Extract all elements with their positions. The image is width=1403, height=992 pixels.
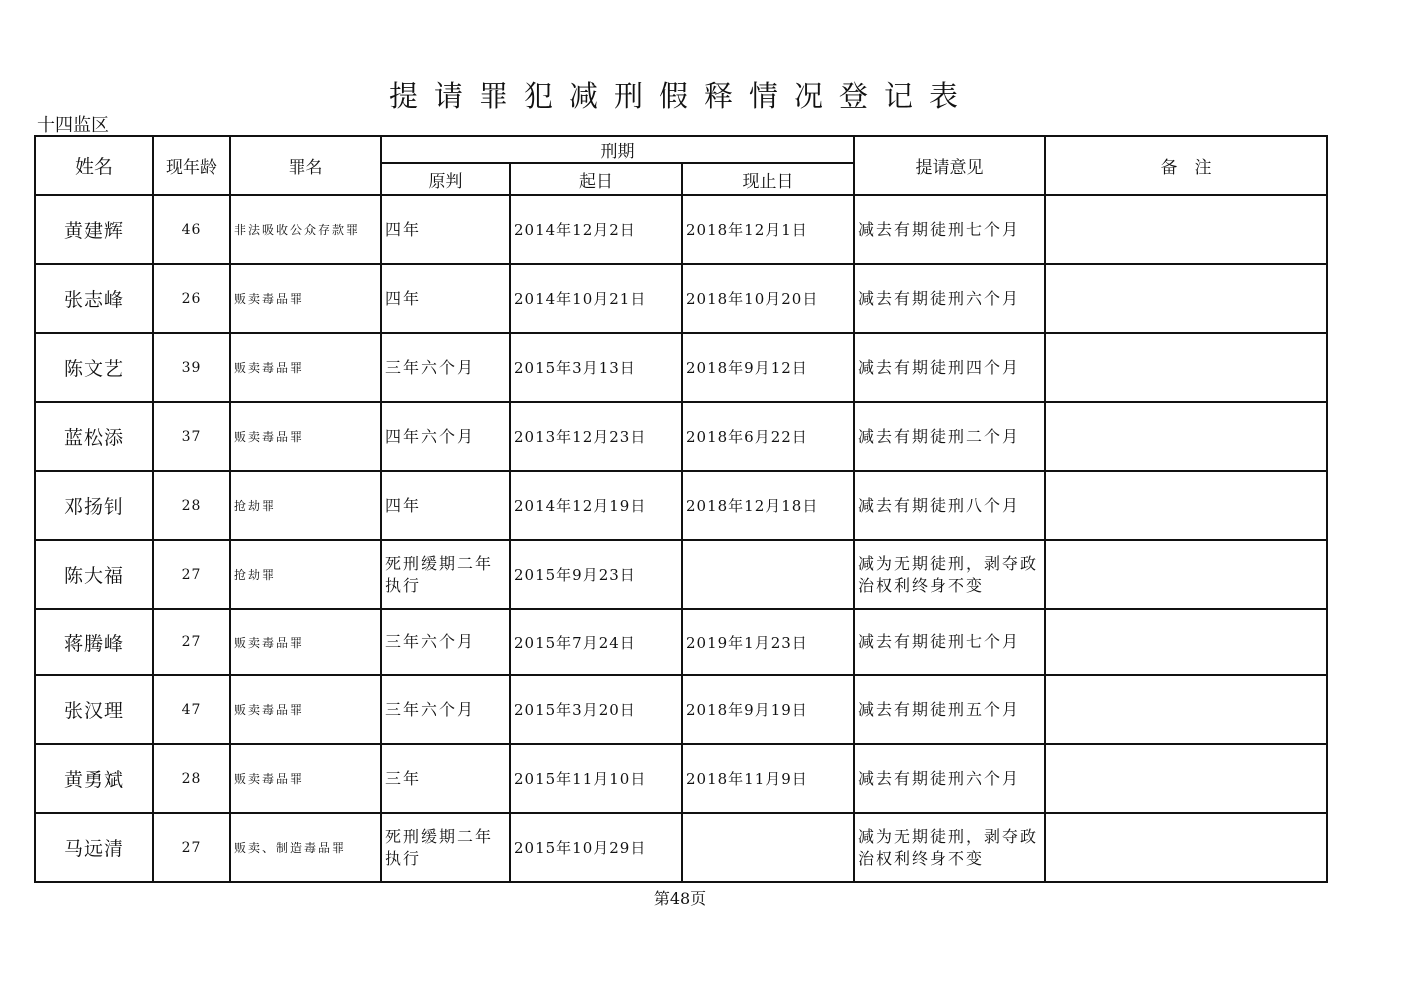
table-body <box>35 195 1327 882</box>
cell-original-sentence: 死刑缓期二年执行 <box>381 813 510 882</box>
cell-original-sentence: 三年六个月 <box>381 609 510 675</box>
cell-age: 37 <box>153 402 230 471</box>
page-number: 第48页 <box>653 889 707 908</box>
cell-original-sentence: 死刑缓期二年执行 <box>381 540 510 609</box>
table-row <box>35 402 1327 471</box>
header-crime: 罪名 <box>230 136 381 195</box>
cell-remarks <box>1045 471 1327 540</box>
cell-start-date: 2015年3月20日 <box>510 675 682 744</box>
cell-crime: 贩卖毒品罪 <box>230 402 381 471</box>
cell-age: 27 <box>153 609 230 675</box>
cell-end-date <box>682 813 854 882</box>
cell-end-date: 2018年12月1日 <box>682 195 854 264</box>
cell-opinion: 减去有期徒刑六个月 <box>854 744 1045 813</box>
header-sentence-group: 刑期 <box>381 136 854 163</box>
header-end-date: 现止日 <box>682 163 854 195</box>
cell-age: 39 <box>153 333 230 402</box>
cell-crime: 非法吸收公众存款罪 <box>230 195 381 264</box>
cell-opinion: 减去有期徒刑六个月 <box>854 264 1045 333</box>
cell-opinion: 减去有期徒刑七个月 <box>854 609 1045 675</box>
registration-table <box>34 135 1328 883</box>
cell-name: 黄建辉 <box>35 195 153 264</box>
table-row <box>35 540 1327 609</box>
cell-name: 蓝松添 <box>35 402 153 471</box>
cell-original-sentence: 三年 <box>381 744 510 813</box>
cell-start-date: 2014年12月19日 <box>510 471 682 540</box>
cell-name: 黄勇斌 <box>35 744 153 813</box>
cell-end-date: 2018年9月12日 <box>682 333 854 402</box>
header-name: 姓名 <box>35 136 153 195</box>
cell-original-sentence: 四年 <box>381 471 510 540</box>
header-age: 现年龄 <box>153 136 230 195</box>
cell-opinion: 减为无期徒刑，剥夺政治权利终身不变 <box>854 813 1045 882</box>
cell-remarks <box>1045 540 1327 609</box>
cell-age: 47 <box>153 675 230 744</box>
prison-unit-label: 十四监区 <box>37 115 109 136</box>
cell-start-date: 2015年9月23日 <box>510 540 682 609</box>
cell-name: 蒋腾峰 <box>35 609 153 675</box>
cell-name: 陈文艺 <box>35 333 153 402</box>
cell-age: 27 <box>153 813 230 882</box>
cell-opinion: 减去有期徒刑八个月 <box>854 471 1045 540</box>
cell-opinion: 减去有期徒刑五个月 <box>854 675 1045 744</box>
cell-remarks <box>1045 402 1327 471</box>
cell-original-sentence: 三年六个月 <box>381 333 510 402</box>
cell-remarks <box>1045 264 1327 333</box>
cell-remarks <box>1045 195 1327 264</box>
document-title: 提请罪犯减刑假释情况登记表 <box>388 79 974 113</box>
cell-start-date: 2014年12月2日 <box>510 195 682 264</box>
cell-remarks <box>1045 333 1327 402</box>
cell-crime: 贩卖毒品罪 <box>230 744 381 813</box>
table-row <box>35 744 1327 813</box>
cell-remarks <box>1045 609 1327 675</box>
cell-crime: 抢劫罪 <box>230 540 381 609</box>
cell-age: 46 <box>153 195 230 264</box>
cell-name: 张汉理 <box>35 675 153 744</box>
cell-start-date: 2015年3月13日 <box>510 333 682 402</box>
cell-age: 28 <box>153 744 230 813</box>
table-row <box>35 195 1327 264</box>
cell-crime: 贩卖毒品罪 <box>230 333 381 402</box>
cell-start-date: 2013年12月23日 <box>510 402 682 471</box>
cell-start-date: 2015年7月24日 <box>510 609 682 675</box>
cell-name: 张志峰 <box>35 264 153 333</box>
cell-remarks <box>1045 675 1327 744</box>
cell-age: 26 <box>153 264 230 333</box>
header-original-sentence: 原判 <box>381 163 510 195</box>
cell-crime: 贩卖毒品罪 <box>230 675 381 744</box>
table-row <box>35 333 1327 402</box>
cell-end-date <box>682 540 854 609</box>
header-opinion: 提请意见 <box>854 136 1045 195</box>
cell-remarks <box>1045 813 1327 882</box>
cell-opinion: 减去有期徒刑二个月 <box>854 402 1045 471</box>
cell-opinion: 减去有期徒刑七个月 <box>854 195 1045 264</box>
cell-end-date: 2018年6月22日 <box>682 402 854 471</box>
cell-crime: 贩卖、制造毒品罪 <box>230 813 381 882</box>
header-row-top <box>35 136 1327 163</box>
cell-name: 陈大福 <box>35 540 153 609</box>
table-row <box>35 264 1327 333</box>
cell-end-date: 2018年12月18日 <box>682 471 854 540</box>
table-row <box>35 609 1327 675</box>
cell-age: 27 <box>153 540 230 609</box>
cell-age: 28 <box>153 471 230 540</box>
cell-opinion: 减为无期徒刑，剥夺政治权利终身不变 <box>854 540 1045 609</box>
cell-crime: 贩卖毒品罪 <box>230 264 381 333</box>
cell-original-sentence: 三年六个月 <box>381 675 510 744</box>
cell-start-date: 2015年11月10日 <box>510 744 682 813</box>
cell-original-sentence: 四年 <box>381 195 510 264</box>
cell-start-date: 2015年10月29日 <box>510 813 682 882</box>
header-remarks: 备 注 <box>1045 136 1327 195</box>
cell-name: 邓扬钊 <box>35 471 153 540</box>
cell-original-sentence: 四年 <box>381 264 510 333</box>
cell-end-date: 2018年10月20日 <box>682 264 854 333</box>
cell-end-date: 2019年1月23日 <box>682 609 854 675</box>
cell-opinion: 减去有期徒刑四个月 <box>854 333 1045 402</box>
table-row <box>35 813 1327 882</box>
cell-crime: 抢劫罪 <box>230 471 381 540</box>
cell-name: 马远清 <box>35 813 153 882</box>
cell-remarks <box>1045 744 1327 813</box>
header-start-date: 起日 <box>510 163 682 195</box>
cell-crime: 贩卖毒品罪 <box>230 609 381 675</box>
cell-end-date: 2018年9月19日 <box>682 675 854 744</box>
cell-end-date: 2018年11月9日 <box>682 744 854 813</box>
table-row <box>35 471 1327 540</box>
cell-original-sentence: 四年六个月 <box>381 402 510 471</box>
table-row <box>35 675 1327 744</box>
cell-start-date: 2014年10月21日 <box>510 264 682 333</box>
